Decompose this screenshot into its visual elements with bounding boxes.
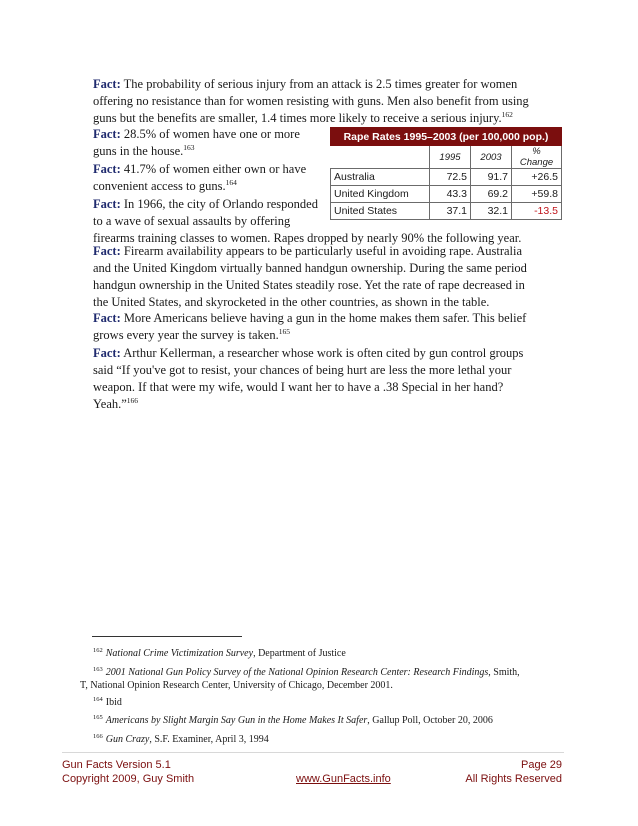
value-1995-cell: 72.5 <box>430 169 471 186</box>
fact-text: said “If you've got to resist, your chances of being hurt are less the more lethal your <box>93 363 512 377</box>
footnote-source-detail: , Smith, <box>488 667 520 678</box>
footnote-number: 166 <box>93 733 103 740</box>
footnote-source-title: 2001 National Gun Policy Survey of the National Opinion Research Center: Research Findings <box>105 667 489 678</box>
fact-label: Fact: <box>93 77 121 91</box>
footnote-source-title: Gun Crazy <box>105 734 150 745</box>
footnote-source-title: Americans by Slight Margin Say Gun in the Home Makes It Safer <box>105 715 368 726</box>
value-2003-cell: 69.2 <box>471 186 512 203</box>
footer-divider <box>62 752 564 753</box>
country-cell: United States <box>331 203 430 220</box>
fact-text: weapon. If that were my wife, would I want her to have a .38 Special in her hand? <box>93 380 504 394</box>
footer-rights: All Rights Reserved <box>465 773 562 785</box>
fact-text: convenient access to guns. <box>93 179 226 193</box>
fact-text: firearms training classes to women. Rapes dropped by nearly 90% the following year. <box>93 231 522 245</box>
fact-text: to a wave of sexual assaults by offering <box>93 214 291 228</box>
fact-text: 28.5% of women have one or more <box>120 127 300 141</box>
fact-paragraph <box>93 243 573 311</box>
table-row <box>331 186 562 203</box>
change-cell: +26.5 <box>512 169 562 186</box>
footnote-continuation: T, National Opinion Research Center, University of Chicago, December 2001. <box>80 680 393 691</box>
footnote-ref[interactable]: 163 <box>183 143 195 152</box>
footnote-ref[interactable]: 166 <box>126 396 139 405</box>
table-header-1995: 1995 <box>430 146 471 169</box>
fact-paragraph <box>93 310 573 344</box>
fact-text: More Americans believe having a gun in the home makes them safer. This belief <box>120 311 527 325</box>
fact-paragraph <box>93 345 573 413</box>
value-2003-cell: 32.1 <box>471 203 512 220</box>
fact-label: Fact: <box>93 197 121 211</box>
footnote-source-detail: Ibid <box>105 697 122 708</box>
fact-text: Yeah.” <box>93 397 127 411</box>
footer-version: Gun Facts Version 5.1 <box>62 759 171 771</box>
table-row <box>331 169 562 186</box>
fact-label: Fact: <box>93 162 121 176</box>
fact-text: and the United Kingdom virtually banned handgun ownership. During the same period <box>93 261 527 275</box>
fact-paragraph <box>93 126 328 160</box>
footnote-number: 163 <box>93 666 103 673</box>
fact-text: Arthur Kellerman, a researcher whose work is often cited by gun control groups <box>120 346 524 360</box>
fact-text: grows every year the survey is taken. <box>93 328 279 342</box>
footnote-ref[interactable]: 164 <box>225 178 237 187</box>
footnote-ref[interactable]: 162 <box>501 110 513 119</box>
footnote-ref[interactable]: 165 <box>278 327 290 336</box>
country-cell: United Kingdom <box>331 186 430 203</box>
footnote-source-detail: , Gallup Poll, October 20, 2006 <box>367 715 493 726</box>
footnote-source-detail: , Department of Justice <box>253 648 346 659</box>
table-title: Rape Rates 1995–2003 (per 100,000 pop.) <box>331 128 562 146</box>
change-cell: +59.8 <box>512 186 562 203</box>
fact-label: Fact: <box>93 311 121 325</box>
fact-label: Fact: <box>93 244 121 258</box>
footnote <box>93 733 563 746</box>
footnote <box>93 647 563 660</box>
fact-paragraph <box>93 76 563 127</box>
country-cell: Australia <box>331 169 430 186</box>
table-header-blank <box>331 146 430 169</box>
value-2003-cell: 91.7 <box>471 169 512 186</box>
footnote-number: 164 <box>93 696 103 703</box>
footnote <box>93 696 563 709</box>
fact-text: 41.7% of women either own or have <box>120 162 307 176</box>
table-header-change: % Change <box>512 146 562 169</box>
fact-label: Fact: <box>93 127 121 141</box>
footnote <box>93 714 563 727</box>
fact-text: handgun ownership in the United States steadily rose. Yet the rate of rape decreased in <box>93 278 525 292</box>
table-row <box>331 203 562 220</box>
fact-text: guns in the house. <box>93 144 184 158</box>
fact-paragraph <box>93 161 328 195</box>
footnote-divider <box>92 636 242 637</box>
footnote-number: 162 <box>93 647 103 654</box>
fact-text: In 1966, the city of Orlando responded <box>120 197 318 211</box>
fact-text: Firearm availability appears to be particularly useful in avoiding rape. Australia <box>120 244 523 258</box>
fact-text: the United States, and skyrocketed in the other countries, as shown in the table. <box>93 295 490 309</box>
change-cell: -13.5 <box>512 203 562 220</box>
footer-copyright: Copyright 2009, Guy Smith <box>62 773 195 785</box>
rape-rates-table <box>330 127 562 220</box>
footnote-source-detail: , S.F. Examiner, April 3, 1994 <box>149 734 269 745</box>
footnote-number: 165 <box>93 714 103 721</box>
table-header-row <box>331 146 562 169</box>
table-header-2003: 2003 <box>471 146 512 169</box>
footer-page-number: Page 29 <box>521 759 562 771</box>
fact-label: Fact: <box>93 346 121 360</box>
footnote <box>80 666 560 692</box>
value-1995-cell: 43.3 <box>430 186 471 203</box>
fact-text: The probability of serious injury from an attack is 2.5 times greater for women <box>120 77 518 91</box>
value-1995-cell: 37.1 <box>430 203 471 220</box>
fact-text: guns but the benefits are smaller, 1.4 times more likely to receive a serious injury. <box>93 111 502 125</box>
footnote-source-title: National Crime Victimization Survey <box>105 648 254 659</box>
fact-text: offering no resistance than for women resisting with guns. Men also benefit from using <box>93 94 529 108</box>
footer-website-link[interactable]: www.GunFacts.info <box>296 773 391 785</box>
